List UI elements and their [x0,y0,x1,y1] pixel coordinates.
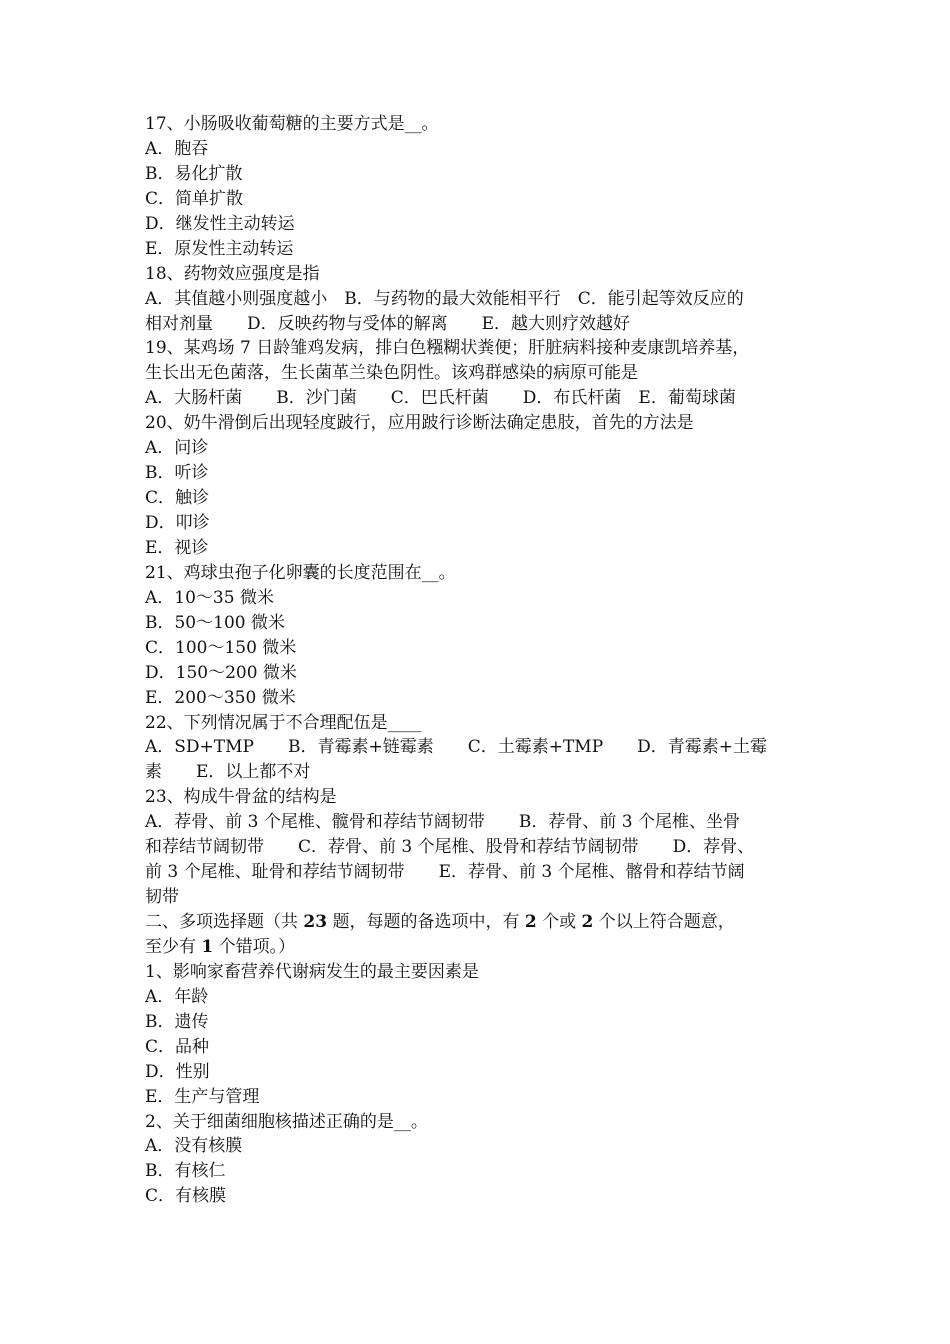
option-line: 韧带 [145,887,179,908]
option-line: E．原发性主动转运 [145,238,294,259]
section-number: 2 [524,912,537,932]
option-line: A．问诊 [145,438,209,459]
option-line: 前 3 个尾椎、耻骨和荐结节阔韧带 E．荐骨、前 3 个尾椎、髂骨和荐结节阔 [145,862,745,883]
question-23: 23、构成牛骨盆的结构是 [145,787,337,808]
option-line: D．性别 [145,1061,210,1082]
section-heading-cont [145,935,810,960]
option-line: D．继发性主动转运 [145,213,295,234]
question-18: 18、药物效应强度是指 [145,263,320,284]
option-line: D．150～200 微米 [145,662,297,683]
option-line: A．SD+TMP B．青霉素+链霉素 C．土霉素+TMP D．青霉素+土霉 [145,737,768,758]
option-line: C．简单扩散 [145,188,244,209]
option-line: B．50～100 微米 [145,612,285,633]
option-line: 相对剂量 D．反映药物与受体的解离 E．越大则疗效越好 [145,313,631,334]
option-line: A．其值越小则强度越小 B．与药物的最大效能相平行 C．能引起等效反应的 [145,288,744,309]
option-line: A．大肠杆菌 B．沙门菌 C．巴氏杆菌 D．布氏杆菌 E．葡萄球菌 [145,388,736,409]
option-line: C．品种 [145,1036,210,1057]
option-line: E．视诊 [145,537,209,558]
question-19-cont: 生长出无色菌落，生长菌革兰染色阴性。该鸡群感染的病原可能是 [145,363,638,384]
question-1: 1、影响家畜营养代谢病发生的最主要因素是 [145,961,479,982]
question-count: 23 [303,912,328,932]
section-heading [145,910,810,935]
option-line: D．叩诊 [145,513,210,533]
option-line: A．没有核膜 [145,1136,243,1157]
option-line: 素 E．以上都不对 [145,762,311,783]
section-number: 2 [581,912,594,932]
section-text: 二、多项选择题（共 [145,912,304,932]
question-22: 22、下列情况属于不合理配伍是____ [145,712,422,733]
option-line: A．荐骨、前 3 个尾椎、髋骨和荐结节阔韧带 B．荐骨、前 3 个尾椎、坐骨 [145,812,741,833]
option-line: B．遗传 [145,1011,209,1032]
option-line: E．生产与管理 [145,1086,260,1107]
option-line: B．听诊 [145,463,209,484]
question-2: 2、关于细菌细胞核描述正确的是__。 [145,1111,428,1132]
option-line: A．胞吞 [145,138,209,159]
option-line: A．年龄 [145,986,209,1007]
question-20: 20、奶牛滑倒后出现轻度跛行，应用跛行诊断法确定患肢，首先的方法是 [145,413,694,434]
option-line: C．触诊 [145,488,210,509]
section-text: 题，每题的备选项中，有 [327,912,525,932]
section-text: 个以上符合题意， [593,912,735,932]
section-text: 个错项。） [213,936,296,957]
option-line: C．有核膜 [145,1186,227,1207]
question-19: 19、某鸡场 7 日龄雏鸡发病，排白色糨糊状粪便；肝脏病料接种麦康凯培养基， [145,338,750,359]
option-line: B．易化扩散 [145,163,243,184]
option-line: C．100～150 微米 [145,637,297,658]
option-line: 和荐结节阔韧带 C．荐骨、前 3 个尾椎、股骨和荐结节阔韧带 D．荐骨、 [145,837,755,858]
option-line: E．200～350 微米 [145,687,296,708]
section-text: 至少有 [145,936,202,957]
question-21: 21、鸡球虫孢子化卵囊的长度范围在__。 [145,562,456,583]
section-number: 1 [201,936,214,957]
option-line: B．有核仁 [145,1161,226,1182]
question-17: 17、小肠吸收葡萄糖的主要方式是__。 [145,114,439,134]
section-text: 个或 [536,912,582,932]
document-page [145,112,810,1209]
option-line: A．10～35 微米 [145,587,274,608]
